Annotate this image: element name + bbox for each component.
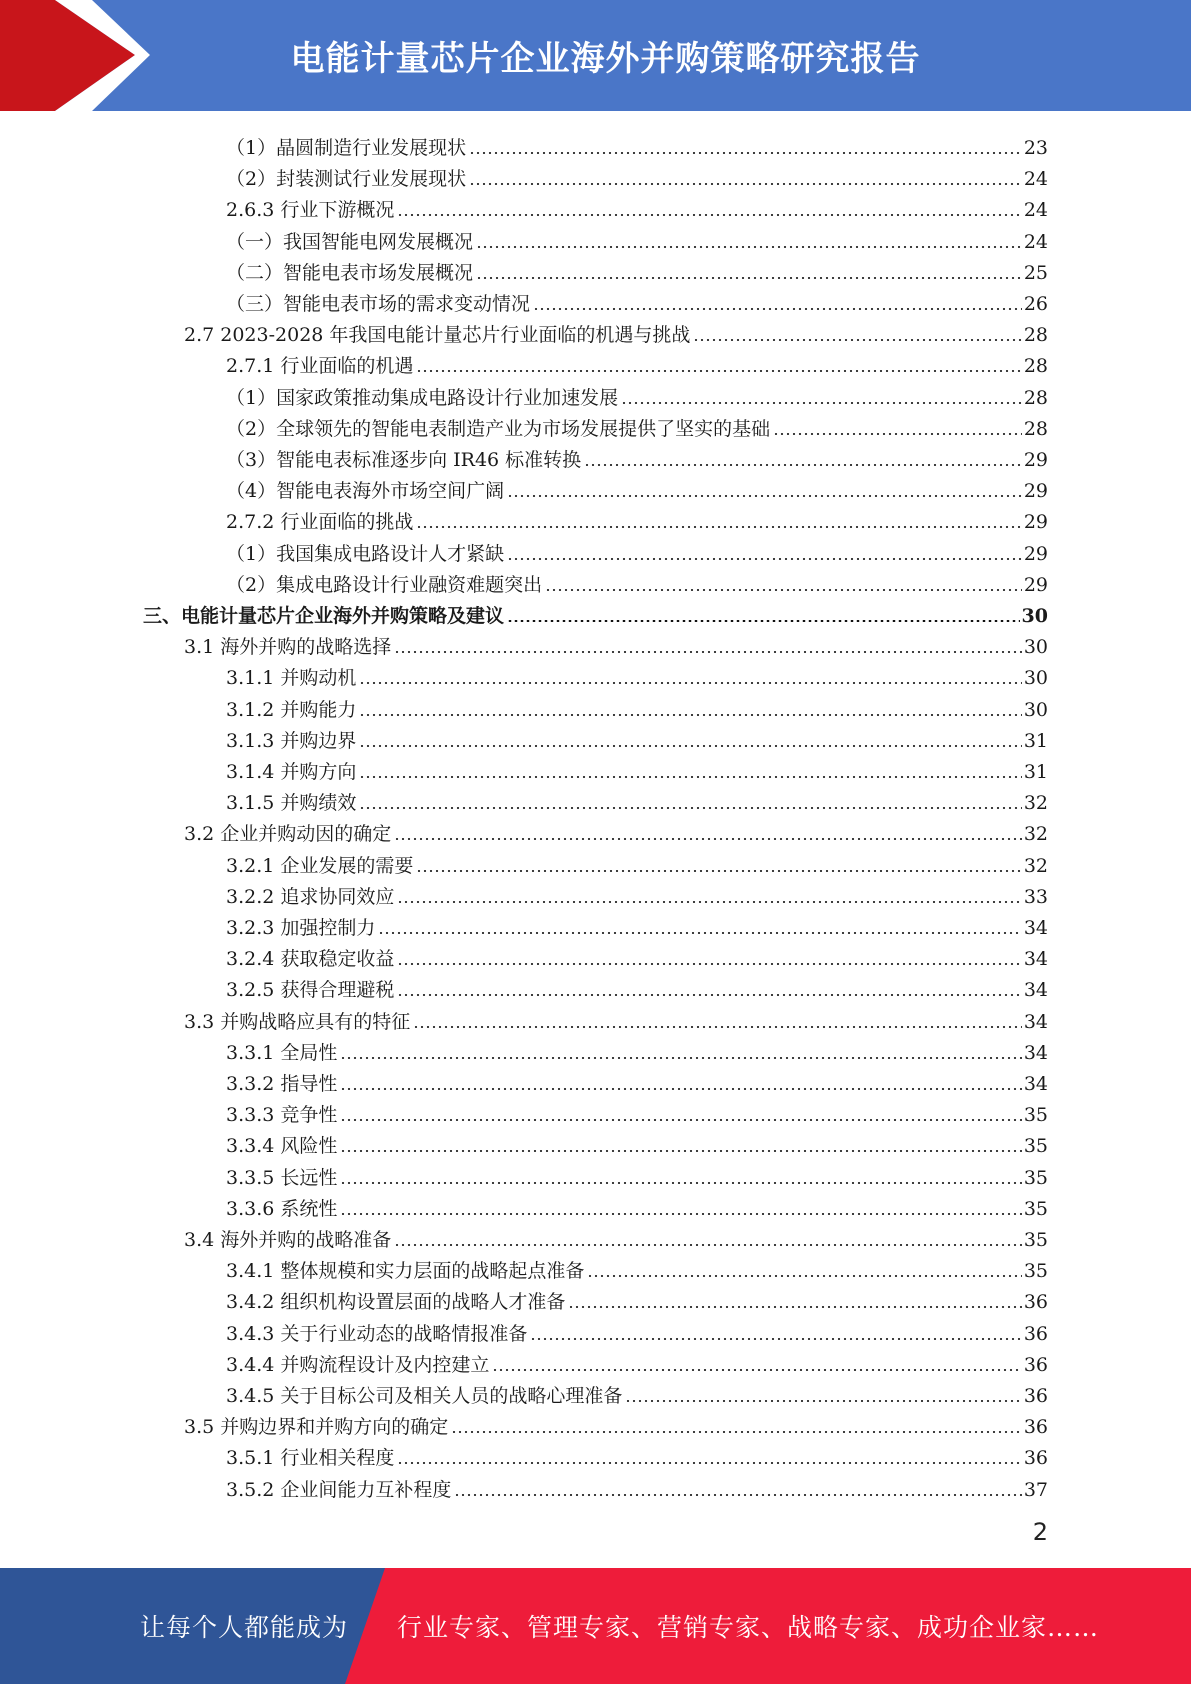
toc-dot-leader	[469, 152, 1022, 154]
toc-dot-leader	[625, 1400, 1021, 1402]
toc-dot-leader	[416, 870, 1021, 872]
toc-entry-label: 3.3.2 指导性	[226, 1073, 338, 1095]
toc-dot-leader	[394, 838, 1022, 840]
toc-entry-label: 3.2.1 企业发展的需要	[226, 854, 414, 877]
toc-entry[interactable]	[0, 627, 1191, 658]
toc-entry-page: 23	[1023, 137, 1048, 159]
footer-slogan-left: 让每个人都能成为	[140, 1613, 349, 1642]
toc-dot-leader	[397, 994, 1021, 996]
toc-entry[interactable]	[0, 190, 1191, 221]
toc-entry-label: 3.1.1 并购动机	[226, 667, 357, 690]
toc-entry-page: 35	[1023, 1135, 1048, 1158]
toc-dot-leader	[359, 745, 1021, 747]
toc-entry-page: 36	[1023, 1447, 1048, 1470]
toc-entry[interactable]	[0, 1376, 1191, 1407]
toc-entry-page: 36	[1023, 1322, 1048, 1345]
report-title: 电能计量芯片企业海外并购策略研究报告	[290, 39, 921, 79]
toc-entry-label: 3.4.2 组织机构设置层面的战略人才准备	[226, 1291, 566, 1314]
toc-entry-page: 34	[1023, 979, 1048, 1002]
toc-entry-page: 30	[1021, 605, 1048, 627]
toc-entry-page: 36	[1023, 1291, 1048, 1314]
page-header	[0, 0, 1191, 111]
toc-dot-leader	[359, 807, 1021, 809]
toc-dot-leader	[773, 433, 1022, 435]
toc-dot-leader	[507, 558, 1022, 560]
toc-dot-leader	[397, 963, 1021, 965]
toc-dot-leader	[533, 308, 1022, 310]
toc-entry-page: 35	[1023, 1104, 1048, 1127]
toc-entry-label: 3.4.3 关于行业动态的战略情报准备	[226, 1322, 528, 1345]
toc-dot-leader	[476, 277, 1022, 279]
toc-entry-label: 2.7.2 行业面临的挑战	[226, 511, 414, 534]
toc-entry[interactable]	[0, 1282, 1191, 1313]
toc-entry[interactable]	[0, 534, 1191, 565]
toc-entry-label: （2）全球领先的智能电表制造产业为市场发展提供了坚实的基础	[226, 417, 771, 440]
toc-entry-page: 24	[1023, 199, 1048, 222]
toc-dot-leader	[359, 776, 1021, 778]
toc-dot-leader	[492, 1369, 1021, 1371]
toc-dot-leader	[416, 370, 1021, 372]
toc-entry-label: 3.3.5 长远性	[226, 1166, 338, 1189]
toc-dot-leader	[469, 183, 1022, 185]
toc-dot-leader	[340, 1057, 1021, 1059]
toc-entry-label: 3.2.4 获取稳定收益	[226, 948, 395, 971]
toc-entry-label: 3.5.2 企业间能力互补程度	[226, 1478, 452, 1501]
toc-entry[interactable]	[0, 783, 1191, 814]
footer-slogan-right: 行业专家、管理专家、营销专家、战略专家、成功企业家……	[397, 1613, 1100, 1642]
toc-entry-label: （1）我国集成电路设计人才紧缺	[226, 542, 505, 565]
toc-entry-page: 36	[1023, 1416, 1048, 1439]
toc-entry-page: 33	[1023, 885, 1048, 908]
toc-entry-label: 2.7 2023-2028 年我国电能计量芯片行业面临的机遇与挑战	[184, 324, 691, 347]
toc-entry[interactable]	[0, 471, 1191, 502]
toc-entry-label: 3.5.1 行业相关程度	[226, 1447, 395, 1470]
toc-entry-label: 3.3 并购战略应具有的特征	[184, 1010, 411, 1033]
toc-entry-label: 3.1.3 并购边界	[226, 729, 357, 752]
toc-entry[interactable]	[0, 846, 1191, 877]
toc-dot-leader	[476, 246, 1022, 248]
toc-dot-leader	[530, 1338, 1021, 1340]
toc-entry[interactable]	[0, 1064, 1191, 1095]
toc-entry-label: 3.3.3 竞争性	[226, 1104, 338, 1127]
toc-entry[interactable]	[0, 440, 1191, 471]
toc-dot-leader	[340, 1088, 1021, 1090]
toc-entry-label: （4）智能电表海外市场空间广阔	[226, 480, 505, 503]
toc-entry-page: 36	[1023, 1385, 1048, 1407]
toc-entry-label: 3.3.6 系统性	[226, 1197, 338, 1220]
toc-entry-page: 29	[1023, 480, 1048, 503]
toc-entry[interactable]	[0, 658, 1191, 689]
toc-entry-label: 3.4.5 关于目标公司及相关人员的战略心理准备	[226, 1385, 623, 1407]
toc-entry-label: 3.2 企业并购动因的确定	[184, 823, 392, 846]
toc-entry[interactable]	[0, 1033, 1191, 1064]
toc-entry-page: 26	[1023, 293, 1048, 315]
toc-entry[interactable]	[0, 1126, 1191, 1157]
toc-dot-leader	[568, 1306, 1021, 1308]
toc-entry-label: 3.4.1 整体规模和实力层面的战略起点准备	[226, 1260, 585, 1283]
toc-entry-page: 32	[1023, 854, 1048, 877]
toc-entry-label: 3.1.5 并购绩效	[226, 792, 357, 815]
toc-entry-label: （2）封装测试行业发展现状	[226, 168, 467, 191]
toc-entry-page: 36	[1023, 1353, 1048, 1376]
toc-entry-label: 3.1.4 并购方向	[226, 761, 357, 783]
toc-entry-page: 31	[1023, 729, 1048, 752]
toc-dot-leader	[451, 1431, 1022, 1433]
toc-entry-label: （2）集成电路设计行业融资难题突出	[226, 573, 543, 596]
toc-entry-page: 30	[1023, 698, 1048, 721]
toc-entry[interactable]	[0, 1095, 1191, 1126]
toc-entry[interactable]	[0, 378, 1191, 409]
toc-entry-page: 34	[1023, 1073, 1048, 1095]
toc-entry-page: 35	[1023, 1229, 1048, 1251]
toc-entry[interactable]	[0, 409, 1191, 440]
toc-dot-leader	[621, 402, 1022, 404]
toc-entry[interactable]	[0, 1345, 1191, 1376]
toc-dot-leader	[394, 651, 1022, 653]
page-number: 2	[1032, 1518, 1048, 1546]
toc-dot-leader	[340, 1119, 1021, 1121]
toc-entry[interactable]	[0, 159, 1191, 190]
toc-entry[interactable]	[0, 253, 1191, 284]
toc-entry-label: （二）智能电表市场发展概况	[226, 261, 474, 284]
toc-entry-label: 3.5 并购边界和并购方向的确定	[184, 1416, 449, 1439]
toc-dot-leader	[587, 1275, 1021, 1277]
toc-entry-page: 29	[1023, 511, 1048, 534]
toc-dot-leader	[394, 1244, 1022, 1246]
toc-entry-page: 28	[1023, 386, 1048, 409]
toc-entry[interactable]	[0, 1220, 1191, 1251]
toc-entry-label: 3.3.4 风险性	[226, 1135, 338, 1158]
toc-entry-page: 28	[1023, 324, 1048, 347]
toc-dot-leader	[413, 1026, 1022, 1028]
toc-entry-page: 34	[1023, 948, 1048, 971]
toc-entry-page: 35	[1023, 1260, 1048, 1283]
toc-entry-label: 3.1.2 并购能力	[226, 698, 357, 721]
toc-entry[interactable]	[0, 1470, 1191, 1501]
toc-dot-leader	[507, 495, 1022, 497]
toc-entry[interactable]	[0, 1002, 1191, 1033]
toc-entry-page: 35	[1023, 1197, 1048, 1220]
toc-entry[interactable]	[0, 1407, 1191, 1438]
toc-entry[interactable]	[0, 1251, 1191, 1282]
toc-dot-leader	[693, 339, 1021, 341]
toc-dot-leader	[359, 682, 1021, 684]
toc-entry-page: 32	[1023, 792, 1048, 815]
toc-dot-leader	[340, 1150, 1021, 1152]
toc-dot-leader	[584, 464, 1022, 466]
toc-dot-leader	[378, 932, 1021, 934]
toc-entry-page: 28	[1023, 417, 1048, 440]
toc-entry-label: （一）我国智能电网发展概况	[226, 230, 474, 253]
toc-entry[interactable]	[0, 690, 1191, 721]
toc-entry-label: 3.4.4 并购流程设计及内控建立	[226, 1353, 490, 1376]
toc-entry[interactable]	[0, 814, 1191, 845]
toc-entry[interactable]	[0, 128, 1191, 159]
toc-dot-leader	[397, 214, 1021, 216]
toc-dot-leader	[507, 620, 1020, 622]
toc-entry-label: 3.2.5 获得合理避税	[226, 979, 395, 1002]
toc-entry-page: 24	[1023, 168, 1048, 191]
toc-entry-label: （三）智能电表市场的需求变动情况	[226, 293, 531, 315]
page-footer	[0, 1568, 1191, 1684]
toc-entry-page: 24	[1023, 230, 1048, 253]
toc-entry[interactable]	[0, 222, 1191, 253]
toc-entry-page: 34	[1023, 1041, 1048, 1064]
toc-dot-leader	[340, 1213, 1021, 1215]
toc-entry[interactable]	[0, 1438, 1191, 1469]
toc-entry-label: 3.1 海外并购的战略选择	[184, 636, 392, 659]
toc-entry-page: 29	[1023, 449, 1048, 471]
toc-dot-leader	[359, 714, 1021, 716]
toc-entry[interactable]	[0, 502, 1191, 533]
toc-entry[interactable]	[0, 1314, 1191, 1345]
toc-entry-label: 3.2.2 追求协同效应	[226, 885, 395, 908]
toc-entry[interactable]	[0, 877, 1191, 908]
toc-entry-label: （1）晶圆制造行业发展现状	[226, 137, 467, 159]
toc-entry-page: 34	[1023, 917, 1048, 939]
toc-entry-page: 30	[1023, 636, 1048, 659]
toc-entry[interactable]	[0, 1189, 1191, 1220]
toc-entry-label: 三、电能计量芯片企业海外并购策略及建议	[143, 605, 505, 627]
toc-dot-leader	[545, 589, 1022, 591]
toc-entry-page: 37	[1023, 1478, 1048, 1501]
toc-dot-leader	[416, 526, 1021, 528]
toc-entry-page: 35	[1023, 1166, 1048, 1189]
toc-dot-leader	[340, 1182, 1021, 1184]
toc-entry-label: （3）智能电表标准逐步向 IR46 标准转换	[226, 449, 582, 471]
toc-entry-label: 3.4 海外并购的战略准备	[184, 1229, 392, 1251]
toc-entry-page: 29	[1023, 542, 1048, 565]
toc-entry[interactable]	[0, 596, 1191, 627]
toc-entry[interactable]	[0, 284, 1191, 315]
toc-entry-page: 32	[1023, 823, 1048, 846]
toc-entry-label: 2.7.1 行业面临的机遇	[226, 355, 414, 378]
toc-dot-leader	[454, 1494, 1021, 1496]
toc-entry-page: 30	[1023, 667, 1048, 690]
toc-entry-page: 28	[1023, 355, 1048, 378]
toc-entry[interactable]	[0, 970, 1191, 1001]
toc-entry[interactable]	[0, 721, 1191, 752]
toc-entry-page: 25	[1023, 261, 1048, 284]
toc-dot-leader	[397, 901, 1021, 903]
toc-entry[interactable]	[0, 346, 1191, 377]
toc-entry[interactable]	[0, 939, 1191, 970]
toc-entry-page: 29	[1023, 573, 1048, 596]
toc-entry-label: 2.6.3 行业下游概况	[226, 199, 395, 222]
toc-dot-leader	[397, 1462, 1021, 1464]
toc-entry[interactable]	[0, 565, 1191, 596]
toc-entry-page: 34	[1023, 1010, 1048, 1033]
toc-entry[interactable]	[0, 315, 1191, 346]
toc-entry-page: 31	[1023, 761, 1048, 783]
toc-entry[interactable]	[0, 908, 1191, 939]
toc-entry-label: 3.3.1 全局性	[226, 1041, 338, 1064]
toc-entry[interactable]	[0, 752, 1191, 783]
toc-entry-label: 3.2.3 加强控制力	[226, 917, 376, 939]
toc-entry-label: （1）国家政策推动集成电路设计行业加速发展	[226, 386, 619, 409]
toc-entry[interactable]	[0, 1158, 1191, 1189]
